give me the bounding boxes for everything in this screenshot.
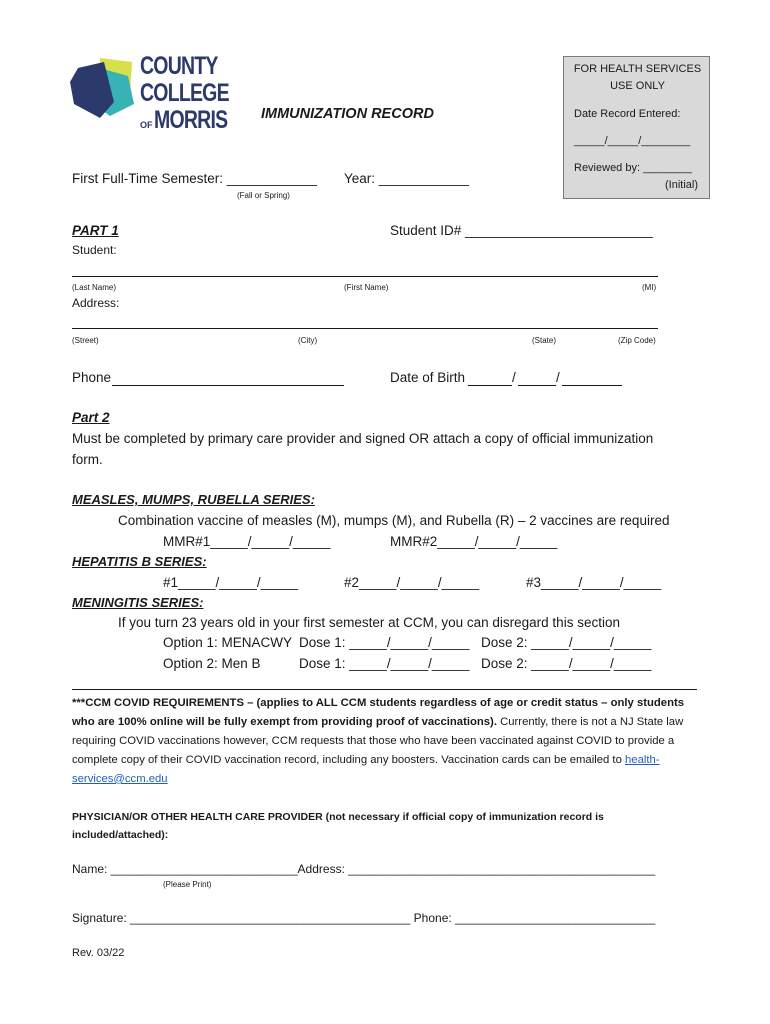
fall-spring-hint: (Fall or Spring) xyxy=(237,191,290,200)
year-field[interactable]: Year: ____________ xyxy=(344,171,469,186)
covid-requirements xyxy=(72,694,702,789)
logo-of: OF xyxy=(140,120,153,130)
part2-instructions-1: Must be completed by primary care provider and signed OR attach a copy of official immunization xyxy=(72,431,654,446)
meningitis-heading: MENINGITIS SERIES: xyxy=(72,595,204,610)
logo-county: COUNTY xyxy=(140,52,218,80)
dob-day-line[interactable] xyxy=(518,385,556,386)
street-hint: (Street) xyxy=(72,336,99,345)
part2-instructions-2: form. xyxy=(72,452,103,467)
state-hint: (State) xyxy=(532,336,557,345)
option1-dose-2[interactable]: Dose 2: _____/_____/_____ xyxy=(481,635,652,650)
provider-signature-phone-field[interactable]: Signature: __________________________________________ Phone: ______________________________ xyxy=(72,911,656,925)
health-services-box xyxy=(563,56,710,199)
logo-morris: MORRIS xyxy=(154,106,228,134)
first-semester-field[interactable]: First Full-Time Semester: ____________ xyxy=(72,171,317,186)
logo-college: COLLEGE xyxy=(140,79,229,107)
provider-heading xyxy=(72,808,702,844)
section-divider xyxy=(72,689,697,690)
initial-hint: (Initial) xyxy=(665,179,699,191)
date-entered-blank[interactable]: _____/_____/________ xyxy=(574,135,691,147)
hs-heading-2: USE ONLY xyxy=(610,80,665,92)
zip-hint: (Zip Code) xyxy=(618,336,656,345)
mmr-dose-1[interactable]: MMR#1_____/_____/_____ xyxy=(163,534,331,549)
part1-heading: PART 1 xyxy=(72,223,119,238)
option2-dose-1[interactable]: Dose 1: _____/_____/_____ xyxy=(299,656,470,671)
mmr-dose-2[interactable]: MMR#2_____/_____/_____ xyxy=(390,534,558,549)
provider-heading-bold: PHYSICIAN/OR OTHER HEALTH CARE PROVIDER xyxy=(72,811,323,823)
health-services-email-link[interactable]: health-services@ccm.edu xyxy=(72,754,660,785)
date-entered-label: Date Record Entered: xyxy=(574,108,681,120)
hepb-dose-3[interactable]: #3_____/_____/_____ xyxy=(526,575,662,590)
option1-dose-1[interactable]: Dose 1: _____/_____/_____ xyxy=(299,635,470,650)
reviewed-by-field[interactable]: Reviewed by: ________ xyxy=(574,162,693,174)
revision-label: Rev. 03/22 xyxy=(72,947,125,959)
mmr-description: Combination vaccine of measles (M), mumps (M), and Rubella (R) – 2 vaccines are required xyxy=(118,513,670,528)
dob-sep-1: / xyxy=(512,370,516,385)
student-label: Student: xyxy=(72,243,117,257)
hepb-dose-2[interactable]: #2_____/_____/_____ xyxy=(344,575,480,590)
option1-label: Option 1: MENACWY xyxy=(163,635,293,650)
student-name-line[interactable] xyxy=(72,276,658,277)
covid-bold-text: ***CCM COVID REQUIREMENTS – (applies to ALL CCM students regardless of age or credit status – only students who are 100% online will be fully exempt from providing proof of vaccinations). xyxy=(72,697,685,728)
logo-mark-icon xyxy=(70,56,136,120)
address-label: Address: xyxy=(72,296,120,310)
last-name-hint: (Last Name) xyxy=(72,283,117,292)
dob-year-line[interactable] xyxy=(562,385,622,386)
city-hint: (City) xyxy=(298,336,318,345)
dob-label: Date of Birth xyxy=(390,370,466,385)
please-print-hint: (Please Print) xyxy=(163,880,212,889)
dob-sep-2: / xyxy=(556,370,560,385)
hepb-heading: HEPATITIS B SERIES: xyxy=(72,554,207,569)
part2-heading: Part 2 xyxy=(72,410,110,425)
page-title: IMMUNIZATION RECORD xyxy=(261,106,434,122)
phone-line[interactable] xyxy=(112,385,344,386)
college-logo xyxy=(70,52,229,144)
provider-heading-note: (not necessary if official copy of immunization record is included/attached): xyxy=(72,811,604,841)
option2-dose-2[interactable]: Dose 2: _____/_____/_____ xyxy=(481,656,652,671)
dob-month-line[interactable] xyxy=(468,385,512,386)
student-id-field[interactable]: Student ID# _________________________ xyxy=(390,223,653,238)
covid-body-text: Currently, there is not a NJ State law requiring COVID vaccinations however, CCM requests that those who have been vaccinated against COVID to provide a complete copy of their COVID vaccination record, including any boosters. Vaccination cards can be emailed to xyxy=(72,716,684,766)
first-name-hint: (First Name) xyxy=(344,283,389,292)
hs-heading-1: FOR HEALTH SERVICES xyxy=(573,63,702,75)
meningitis-description: If you turn 23 years old in your first semester at CCM, you can disregard this section xyxy=(118,615,620,630)
mi-hint: (MI) xyxy=(642,283,657,292)
phone-label: Phone xyxy=(72,370,112,385)
mmr-heading: MEASLES, MUMPS, RUBELLA SERIES: xyxy=(72,492,315,507)
option2-label: Option 2: Men B xyxy=(163,656,261,671)
hepb-dose-1[interactable]: #1_____/_____/_____ xyxy=(163,575,299,590)
address-line[interactable] xyxy=(72,328,658,329)
provider-name-address-field[interactable]: Name: ____________________________Address: ______________________________________________ xyxy=(72,862,656,876)
